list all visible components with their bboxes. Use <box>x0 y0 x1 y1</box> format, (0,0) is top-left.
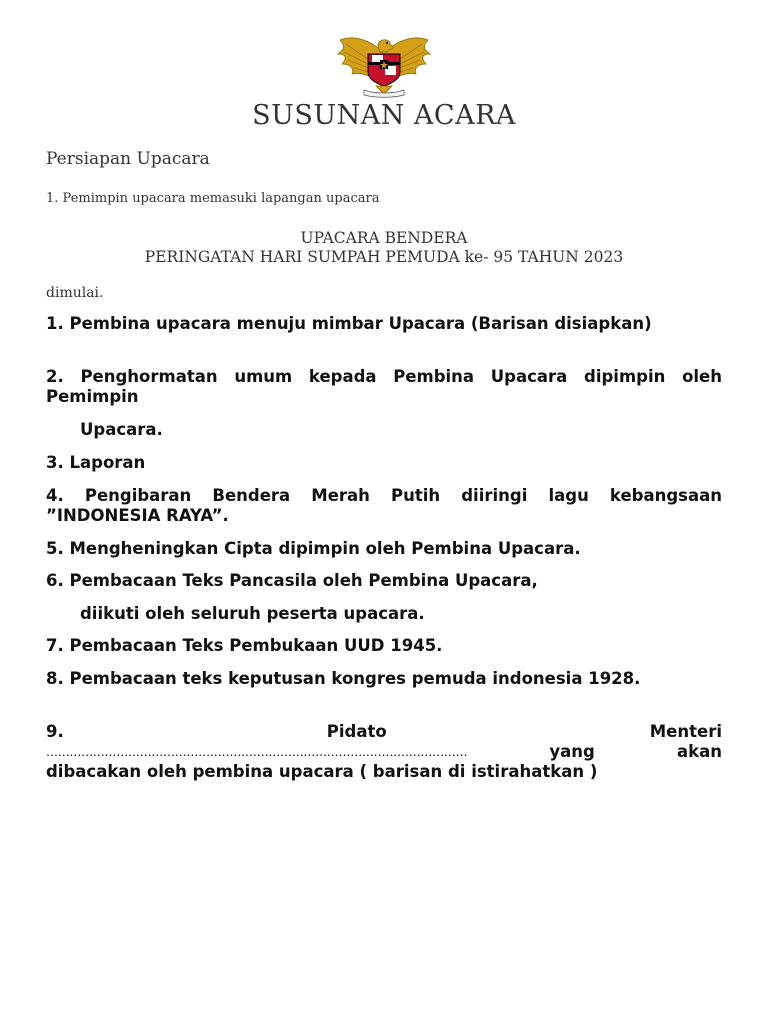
agenda-item-2: 2. Penghormatan umum kepada Pembina Upacara dipimpin oleh Pemimpin <box>46 367 722 406</box>
agenda-item-9-word-pidato: Pidato <box>326 722 387 741</box>
agenda-item-9-word-menteri: Menteri <box>649 722 722 741</box>
agenda-item-9-line-3: dibacakan oleh pembina upacara ( barisan di istirahatkan ) <box>46 762 598 781</box>
ceremony-subtitle: PERINGATAN HARI SUMPAH PEMUDA ke- 95 TAHUN 2023 <box>144 248 624 266</box>
agenda-item-5: 5. Mengheningkan Cipta dipimpin oleh Pembina Upacara. <box>46 539 581 558</box>
agenda-item-6: 6. Pembacaan Teks Pancasila oleh Pembina Upacara, <box>46 571 538 590</box>
agenda-item-6-continued: diikuti oleh seluruh peserta upacara. <box>80 604 425 623</box>
agenda-item-9-number: 9. <box>46 722 64 741</box>
agenda-item-9 <box>46 722 722 782</box>
agenda-item-9-line-1 <box>46 722 722 742</box>
agenda-item-4: 4. Pengibaran Bendera Merah Putih diiringi lagu kebangsaan ”INDONESIA RAYA”. <box>46 486 722 525</box>
agenda-item-7: 7. Pembacaan Teks Pembukaan UUD 1945. <box>46 636 443 655</box>
agenda-item-9-word-akan: akan <box>677 742 722 761</box>
preparation-item: 1. Pemimpin upacara memasuki lapangan upacara <box>46 191 380 206</box>
start-label: dimulai. <box>46 285 104 301</box>
agenda-item-9-blank-dots: ……………………………………………………………………………………………… <box>46 745 468 759</box>
agenda-item-9-line-2 <box>46 742 722 762</box>
agenda-item-2-continued: Upacara. <box>80 420 163 439</box>
ceremony-title: UPACARA BENDERA <box>300 229 468 247</box>
agenda-item-8: 8. Pembacaan teks keputusan kongres pemuda indonesia 1928. <box>46 669 641 688</box>
agenda-item-3: 3. Laporan <box>46 453 146 472</box>
agenda-item-1: 1. Pembina upacara menuju mimbar Upacara (Barisan disiapkan) <box>46 314 652 333</box>
preparation-heading: Persiapan Upacara <box>46 149 210 169</box>
agenda-item-9-word-yang: yang <box>549 742 595 761</box>
document-title: SUSUNAN ACARA <box>252 100 516 131</box>
garuda-emblem-icon <box>334 32 434 98</box>
